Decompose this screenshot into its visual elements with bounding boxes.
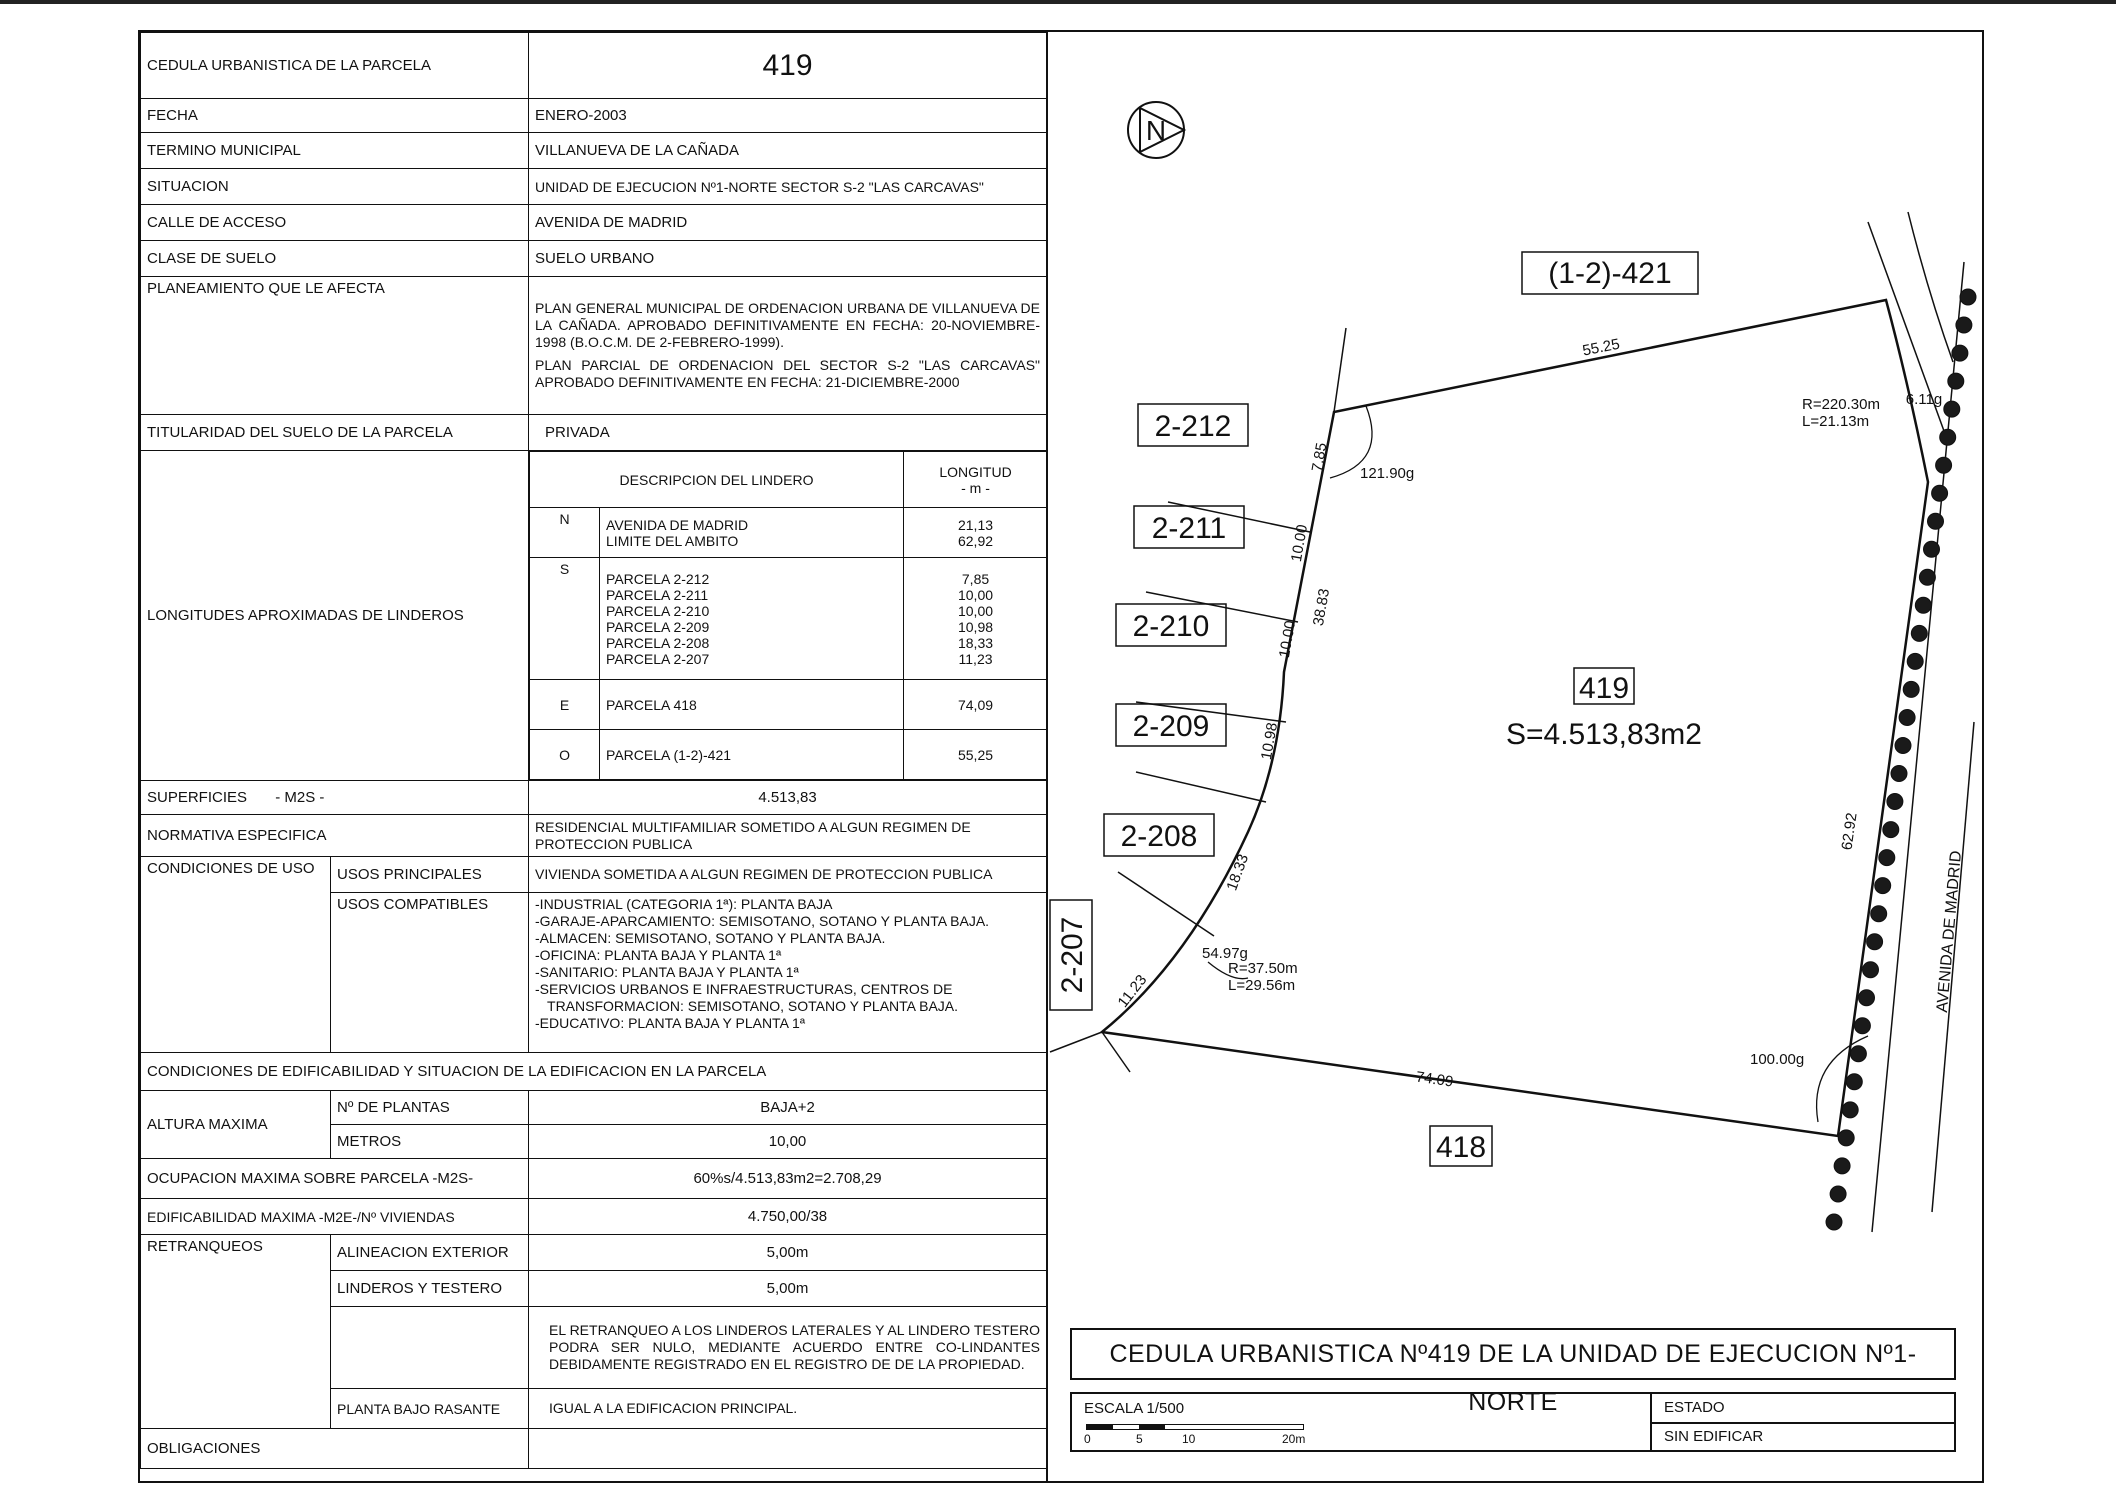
row-longitudes — [141, 451, 1047, 781]
neighbor-label: 2-212 — [1154, 410, 1232, 443]
plantas-label: Nº DE PLANTAS — [331, 1091, 529, 1125]
usos-compatibles-label: USOS COMPATIBLES — [331, 893, 529, 1053]
tree-icon — [1871, 906, 1887, 922]
lindero-desc-line: PARCELA 2-208 — [606, 634, 710, 651]
dim-label: 10.98 — [1257, 721, 1282, 762]
normativa-value: RESIDENCIAL MULTIFAMILIAR SOMETIDO A ALGUN REGIMEN DE PROTECCION PUBLICA — [529, 815, 1047, 857]
planeamiento-text-2: PLAN PARCIAL DE ORDENACION DEL SECTOR S-2 "LAS CARCAVAS" APROBADO DEFINITIVAMENTE EN FECHA: 21-DICIEMBRE-2000 — [535, 357, 1041, 390]
uso-compatible-item: TRANSFORMACION: SEMISOTANO, SOTANO Y PLANTA BAJA. — [547, 998, 959, 1014]
row-superficies — [141, 781, 1047, 815]
dim-label: 7.85 — [1308, 441, 1331, 474]
edificabilidad-header: CONDICIONES DE EDIFICABILIDAD Y SITUACION DE LA EDIFICACION EN LA PARCELA — [141, 1053, 1047, 1091]
superficies-label — [141, 781, 529, 815]
obligaciones-label: OBLIGACIONES — [141, 1429, 529, 1469]
top-border — [0, 0, 2116, 4]
lindero-len-line: 11,23 — [958, 650, 993, 667]
angle-label: 100.00g — [1750, 1051, 1805, 1068]
tree-icon — [1883, 822, 1899, 838]
uso-compatible-item: -INDUSTRIAL (CATEGORIA 1ª): PLANTA BAJA — [535, 896, 833, 912]
lot-line — [1136, 772, 1266, 802]
tree-icon — [1830, 1186, 1846, 1202]
scale-tick: 0 — [1084, 1432, 1091, 1446]
scale-tick: 10 — [1182, 1432, 1196, 1446]
ocupacion-label: OCUPACION MAXIMA SOBRE PARCELA -M2S- — [141, 1159, 529, 1199]
lindero-len-line: 21,13 — [957, 516, 994, 533]
tree-icon — [1887, 794, 1903, 810]
usos-principales-value: VIVIENDA SOMETIDA A ALGUN REGIMEN DE PROTECCION PUBLICA — [529, 857, 1047, 893]
parcel-id-label: 419 — [1578, 672, 1630, 705]
row-obligaciones — [141, 1429, 1047, 1469]
tree-icon — [1924, 541, 1940, 557]
lindero-row-n — [530, 508, 1047, 558]
row-alineacion — [141, 1235, 1047, 1271]
dim-label: 74.09 — [1414, 1068, 1455, 1091]
tree-icon — [1842, 1102, 1858, 1118]
north-arrow-icon — [1128, 102, 1184, 158]
lindero-len-line: 7,85 — [961, 570, 990, 587]
alineacion-label: ALINEACION EXTERIOR — [331, 1235, 529, 1271]
neighbor-label: 2-208 — [1120, 820, 1198, 853]
neighbor-label: (1-2)-421 — [1548, 257, 1672, 290]
lindero-len: 74,09 — [904, 680, 1047, 730]
uso-compatible-item: -ALMACEN: SEMISOTANO, SOTANO Y PLANTA BAJA. — [535, 930, 886, 946]
curve-labels — [1228, 396, 1880, 994]
superficies-unit: - M2S - — [275, 789, 325, 806]
tree-icon — [1850, 1046, 1866, 1062]
planeamiento-text-1: PLAN GENERAL MUNICIPAL DE ORDENACION URBANA DE VILLANUEVA DE LA CAÑADA. APROBADO DEFINITIVAMENTE EN FECHA: 20-NOVIEMBRE-1998 (B.O.C.M. DE 2-FEBRERO-1999). — [535, 300, 1041, 350]
titularidad-label: TITULARIDAD DEL SUELO DE LA PARCELA — [141, 415, 529, 451]
uso-compatible-item: -SERVICIOS URBANOS E INFRAESTRUCTURAS, CENTROS DE — [535, 981, 953, 997]
lindero-len-line: 10,00 — [957, 586, 994, 603]
superficies-label-text: SUPERFICIES — [147, 789, 248, 806]
planeamiento-value — [529, 277, 1047, 415]
linderos-table — [529, 451, 1047, 780]
lindero-desc-line: PARCELA 2-211 — [606, 586, 709, 603]
lindero-dir: O — [530, 730, 600, 780]
row-header — [141, 33, 1047, 99]
scale-label: ESCALA 1/500 — [1084, 1400, 1185, 1417]
scale-status-box — [1070, 1392, 1956, 1452]
dim-label: 62.92 — [1838, 811, 1861, 852]
tree-icon — [1867, 934, 1883, 950]
tree-icon — [1936, 457, 1952, 473]
curve-radius: R=37.50m — [1228, 960, 1298, 977]
situacion-label: SITUACION — [141, 169, 529, 205]
neighbor-label: 2-207 — [1056, 916, 1089, 994]
long-header-unit: - m - — [961, 479, 990, 496]
clase-label: CLASE DE SUELO — [141, 241, 529, 277]
tree-icon — [1895, 738, 1911, 754]
scale-tick: 5 — [1136, 1432, 1143, 1446]
neighbor-label: 2-211 — [1151, 512, 1227, 545]
tree-icon — [1834, 1158, 1850, 1174]
retranqueo-nota: EL RETRANQUEO A LOS LINDEROS LATERALES Y AL LINDERO TESTERO PODRA SER NULO, MEDIANTE ACUERDO ENTRE CO-LINDANTES DEBIDAMENTE REGISTRADO EN EL REGISTRO DE DE LA PROPIEDAD. — [529, 1307, 1047, 1389]
lindero-dir: S — [530, 558, 600, 680]
alineacion-value: 5,00m — [529, 1235, 1047, 1271]
row-termino — [141, 133, 1047, 169]
lindero-desc: PARCELA 418 — [600, 680, 904, 730]
superficies-value: 4.513,83 — [529, 781, 1047, 815]
dim-label: 10.00 — [1287, 523, 1312, 564]
neighbor-labels — [1050, 252, 1698, 1166]
tree-icon — [1932, 485, 1948, 501]
termino-label: TERMINO MUNICIPAL — [141, 133, 529, 169]
tree-icon — [1948, 373, 1964, 389]
dim-label: 38.83 — [1309, 587, 1334, 628]
situacion-value: UNIDAD DE EJECUCION Nº1-NORTE SECTOR S-2 "LAS CARCAVAS" — [529, 169, 1047, 205]
tree-icon — [1826, 1214, 1842, 1230]
row-fecha — [141, 99, 1047, 133]
scale-bar — [1086, 1424, 1304, 1430]
curve-radius: R=220.30m — [1802, 396, 1880, 413]
planta-bajo-value: IGUAL A LA EDIFICACION PRINCIPAL. — [529, 1389, 1047, 1429]
tree-icon — [1903, 681, 1919, 697]
plantas-value: BAJA+2 — [529, 1091, 1047, 1125]
long-header-label: LONGITUD — [939, 463, 1012, 480]
long-header — [904, 452, 1047, 508]
tree-icon — [1907, 653, 1923, 669]
estado-value: SIN EDIFICAR — [1664, 1428, 1764, 1445]
angle-label: 121.90g — [1360, 465, 1415, 482]
tree-icon — [1875, 878, 1891, 894]
tree-icon — [1944, 401, 1960, 417]
metros-value: 10,00 — [529, 1125, 1047, 1159]
neighbor-label: 2-209 — [1132, 710, 1210, 743]
row-calle — [141, 205, 1047, 241]
metros-label: METROS — [331, 1125, 529, 1159]
lindero-desc-line: PARCELA 2-207 — [606, 650, 710, 667]
fecha-label: FECHA — [141, 99, 529, 133]
tree-icon — [1899, 710, 1915, 726]
edificabilidad-label: EDIFICABILIDAD MAXIMA -M2E-/Nº VIVIENDAS — [141, 1199, 529, 1235]
parcel-number: 419 — [529, 33, 1047, 99]
angle-label: 54.97g — [1202, 945, 1248, 962]
lindero-desc — [600, 508, 904, 558]
tree-icon — [1952, 345, 1968, 361]
lindero-desc — [600, 558, 904, 680]
longitudes-label: LONGITUDES APROXIMADAS DE LINDEROS — [141, 451, 529, 781]
linderos-testero-value: 5,00m — [529, 1271, 1047, 1307]
tree-icon — [1838, 1130, 1854, 1146]
row-edificabilidad-header — [141, 1053, 1047, 1091]
lindero-len-line: 18,33 — [957, 634, 994, 651]
planeamiento-label: PLANEAMIENTO QUE LE AFECTA — [141, 277, 529, 415]
retranqueos-label: RETRANQUEOS — [141, 1235, 331, 1429]
lindero-desc-line: PARCELA 2-212 — [606, 570, 710, 587]
condiciones-uso-label: CONDICIONES DE USO — [141, 857, 331, 1053]
street-edges — [1868, 212, 1974, 1232]
curve-length: L=29.56m — [1228, 977, 1296, 994]
empty-cell — [331, 1307, 529, 1389]
row-edificabilidad — [141, 1199, 1047, 1235]
tree-icon — [1940, 429, 1956, 445]
lindero-row-e — [530, 680, 1047, 730]
row-clase — [141, 241, 1047, 277]
ocupacion-value: 60%s/4.513,83m2=2.708,29 — [529, 1159, 1047, 1199]
tree-icon — [1956, 317, 1972, 333]
fecha-value: ENERO-2003 — [529, 99, 1047, 133]
uso-compatible-item: -EDUCATIVO: PLANTA BAJA Y PLANTA 1ª — [535, 1015, 805, 1031]
planta-bajo-label: PLANTA BAJO RASANTE — [331, 1389, 529, 1429]
tree-row — [1826, 289, 1976, 1230]
parcel-area: S=4.513,83m2 — [1506, 718, 1702, 751]
curve-length: L=21.13m — [1802, 413, 1870, 430]
lot-line — [1334, 328, 1346, 412]
lindero-len — [904, 508, 1047, 558]
street-edge — [1868, 222, 1948, 442]
dim-label: 55.25 — [1581, 335, 1622, 360]
row-usos-principales — [141, 857, 1047, 893]
cedula-table — [140, 32, 1047, 1469]
dim-label: 10.00 — [1275, 619, 1300, 660]
lindero-desc-line: PARCELA 2-210 — [606, 602, 710, 619]
neighbor-label: 2-210 — [1132, 610, 1210, 643]
lindero-row-o — [530, 730, 1047, 780]
parcel-plan — [1048, 32, 1982, 1322]
angle-arcs — [1208, 406, 1868, 1122]
lindero-len — [904, 558, 1047, 680]
clase-value: SUELO URBANO — [529, 241, 1047, 277]
linderos-cell — [529, 451, 1047, 781]
tree-icon — [1859, 990, 1875, 1006]
row-planeamiento — [141, 277, 1047, 415]
tree-icon — [1846, 1074, 1862, 1090]
normativa-label: NORMATIVA ESPECIFICA — [141, 815, 529, 857]
neighbor-label: 418 — [1435, 1131, 1487, 1164]
street-edge — [1908, 212, 1953, 362]
lindero-len-line: 10,00 — [957, 602, 994, 619]
linderos-testero-label: LINDEROS Y TESTERO — [331, 1271, 529, 1307]
street-label: AVENIDA DE MADRID — [1933, 849, 1966, 1014]
dim-label: 18.33 — [1223, 851, 1253, 894]
usos-principales-label: USOS PRINCIPALES — [331, 857, 529, 893]
header-label: CEDULA URBANISTICA DE LA PARCELA — [141, 33, 529, 99]
parcel-info — [1506, 668, 1702, 751]
usos-compatibles-list — [529, 893, 1047, 1053]
plan-title: CEDULA URBANISTICA Nº419 DE LA UNIDAD DE EJECUCION Nº1-NORTE — [1070, 1328, 1956, 1380]
obligaciones-value — [529, 1429, 1047, 1469]
row-normativa — [141, 815, 1047, 857]
calle-label: CALLE DE ACCESO — [141, 205, 529, 241]
lindero-len-line: 62,92 — [957, 532, 994, 549]
row-plantas — [141, 1091, 1047, 1125]
tree-icon — [1879, 850, 1895, 866]
lindero-dir: E — [530, 680, 600, 730]
tree-icon — [1854, 1018, 1870, 1034]
linderos-header — [530, 452, 1047, 508]
lindero-len: 55,25 — [904, 730, 1047, 780]
uso-compatible-item: -GARAJE-APARCAMIENTO: SEMISOTANO, SOTANO Y PLANTA BAJA. — [535, 913, 990, 929]
lindero-dir: N — [530, 508, 600, 558]
lindero-desc-line: LIMITE DEL AMBITO — [606, 532, 739, 549]
desc-header: DESCRIPCION DEL LINDERO — [530, 452, 904, 508]
tree-icon — [1891, 766, 1907, 782]
lot-line — [1050, 1032, 1102, 1052]
row-situacion — [141, 169, 1047, 205]
tree-icon — [1915, 597, 1931, 613]
uso-compatible-item: -SANITARIO: PLANTA BAJA Y PLANTA 1ª — [535, 964, 799, 980]
altura-label: ALTURA MAXIMA — [141, 1091, 331, 1159]
tree-icon — [1919, 569, 1935, 585]
dim-label: 6.11g — [1905, 391, 1943, 408]
estado-label: ESTADO — [1664, 1399, 1725, 1416]
lindero-desc-line: AVENIDA DE MADRID — [606, 516, 749, 533]
uso-compatible-item: -OFICINA: PLANTA BAJA Y PLANTA 1ª — [535, 947, 782, 963]
tree-icon — [1863, 962, 1879, 978]
row-ocupacion — [141, 1159, 1047, 1199]
edificabilidad-value: 4.750,00/38 — [529, 1199, 1047, 1235]
lindero-desc: PARCELA (1-2)-421 — [600, 730, 904, 780]
scale-tick: 20m — [1282, 1432, 1306, 1446]
termino-value: VILLANUEVA DE LA CAÑADA — [529, 133, 1047, 169]
status-hdivider — [1652, 1422, 1954, 1424]
row-titularidad — [141, 415, 1047, 451]
calle-value: AVENIDA DE MADRID — [529, 205, 1047, 241]
lindero-row-s — [530, 558, 1047, 680]
north-letter: N — [1145, 115, 1167, 146]
tree-icon — [1928, 513, 1944, 529]
titularidad-value: PRIVADA — [529, 415, 1047, 451]
lot-line — [1118, 872, 1214, 936]
lindero-desc-line: PARCELA 2-209 — [606, 618, 710, 635]
lindero-len-line: 10,98 — [957, 618, 994, 635]
dim-label: 11.23 — [1114, 971, 1151, 1011]
lot-line — [1102, 1032, 1130, 1072]
tree-icon — [1960, 289, 1976, 305]
tree-icon — [1911, 625, 1927, 641]
